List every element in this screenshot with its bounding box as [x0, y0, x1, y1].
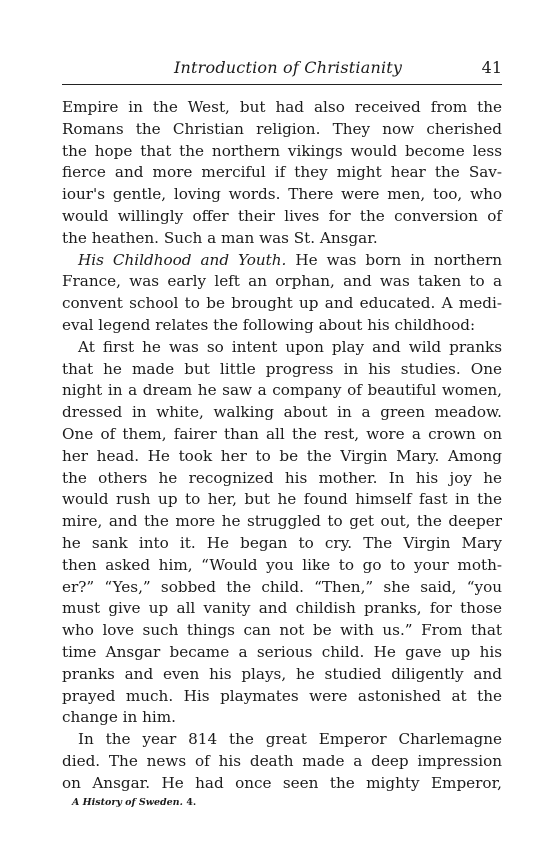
body-text — [62, 97, 502, 795]
text-line — [62, 424, 502, 446]
line-text: change in him. — [62, 708, 176, 727]
text-line — [62, 707, 502, 729]
line-text: then asked him, “Would you like to go to your moth- — [62, 555, 502, 574]
line-text: prayed much. His playmates were astonished at the — [62, 686, 502, 705]
text-line — [62, 577, 502, 599]
line-text: her head. He took her to be the Virgin Mary. Among — [62, 446, 502, 465]
running-title: Introduction of Christianity — [174, 58, 403, 77]
text-line — [62, 402, 502, 424]
text-line — [62, 533, 502, 555]
line-text: fierce and more merciful if they might hear the Sav- — [62, 163, 502, 182]
text-line — [62, 620, 502, 642]
text-line — [62, 250, 502, 272]
line-text: At first he was so intent upon play and wild pranks — [78, 337, 502, 356]
header-rule — [62, 84, 502, 85]
line-text: mire, and the more he struggled to get out, the deeper — [62, 512, 502, 531]
running-head — [62, 58, 502, 82]
line-text: he sank into it. He began to cry. The Virgin Mary — [62, 533, 502, 552]
text-line — [62, 773, 502, 795]
text-line — [62, 228, 502, 250]
line-text: who love such things can not be with us.” From that — [62, 621, 502, 640]
text-line — [62, 598, 502, 620]
text-line — [62, 380, 502, 402]
text-line — [62, 446, 502, 468]
line-text: died. The news of his death made a deep impression — [62, 751, 502, 770]
line-text: the others he recognized his mother. In his joy he — [62, 468, 502, 487]
line-text: convent school to be brought up and educated. A medi- — [62, 294, 502, 313]
text-line — [62, 359, 502, 381]
line-text: pranks and even his plays, he studied diligently and — [62, 664, 502, 683]
signature-number: 4. — [186, 797, 197, 808]
printer-signature — [72, 797, 196, 808]
page-number: 41 — [481, 58, 502, 77]
text-line — [62, 686, 502, 708]
line-text: night in a dream he saw a company of beautiful women, — [62, 381, 502, 400]
text-line — [62, 184, 502, 206]
text-line — [62, 315, 502, 337]
line-text: the hope that the northern vikings would become less — [62, 141, 502, 160]
text-line — [62, 162, 502, 184]
line-text: the heathen. Such a man was St. Ansgar. — [62, 228, 378, 247]
line-text: One of them, fairer than all the rest, wore a crown on — [62, 424, 502, 443]
section-heading: His Childhood and Youth. — [78, 250, 287, 269]
line-text: He was born in northern — [286, 250, 502, 269]
line-text: time Ansgar became a serious child. He gave up his — [62, 642, 502, 661]
line-text: In the year 814 the great Emperor Charlemagne — [78, 730, 502, 749]
text-line — [62, 489, 502, 511]
text-line — [62, 642, 502, 664]
text-line — [62, 271, 502, 293]
text-line — [62, 337, 502, 359]
line-text: would willingly offer their lives for the conversion of — [62, 206, 502, 225]
text-line — [62, 664, 502, 686]
line-text: Romans the Christian religion. They now cherished — [62, 119, 502, 138]
text-line — [62, 468, 502, 490]
line-text: iour's gentle, loving words. There were men, too, who — [62, 185, 502, 204]
line-text: would rush up to her, but he found himself fast in the — [62, 490, 502, 509]
text-line — [62, 751, 502, 773]
line-text: Empire in the West, but had also received from the — [62, 98, 502, 116]
line-text: eval legend relates the following about his childhood: — [62, 315, 476, 334]
line-text: that he made but little progress in his studies. One — [62, 359, 502, 378]
line-text: must give up all vanity and childish pranks, for those — [62, 599, 502, 618]
text-line — [62, 293, 502, 315]
text-line — [62, 97, 502, 119]
text-line — [62, 555, 502, 577]
text-line — [62, 119, 502, 141]
line-text: France, was early left an orphan, and was taken to a — [62, 272, 502, 291]
text-line — [62, 511, 502, 533]
text-line — [62, 206, 502, 228]
text-line — [62, 729, 502, 751]
line-text: dressed in white, walking about in a green meadow. — [62, 403, 502, 422]
signature-title: A History of Sweden. — [72, 797, 183, 808]
line-text: on Ansgar. He had once seen the mighty Emperor, — [62, 773, 502, 792]
line-text: er?” “Yes,” sobbed the child. “Then,” she said, “you — [62, 577, 502, 596]
text-line — [62, 141, 502, 163]
